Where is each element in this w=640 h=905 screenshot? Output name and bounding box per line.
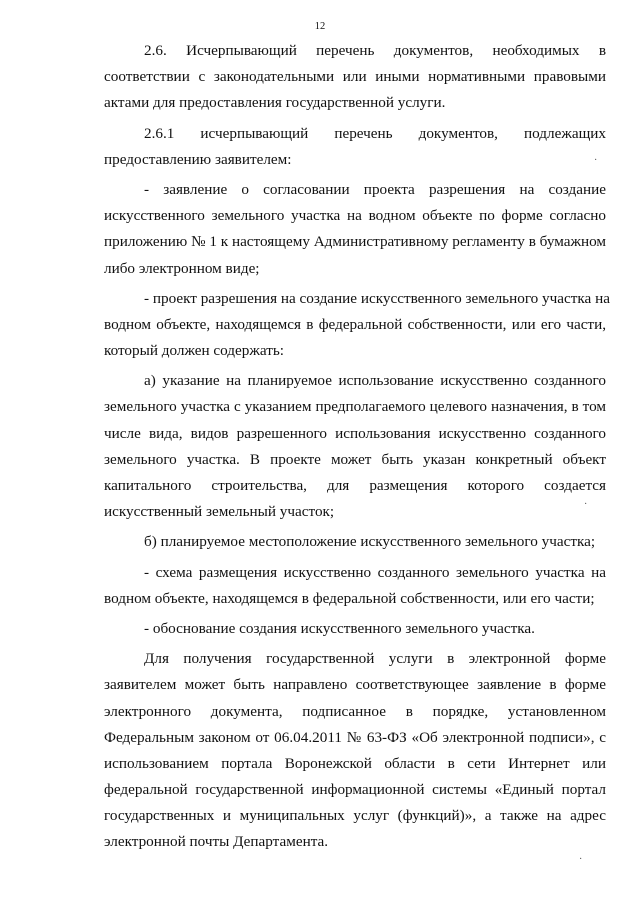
text-line: либо электронном виде; (104, 259, 260, 277)
text-line: заявителем может быть направлено соответствующее заявление в форме (104, 676, 606, 694)
text-line: электронной почты Департамента. (104, 833, 329, 851)
text-line: а) указание на планируемое использование искусственно созданного (144, 372, 606, 390)
scan-speck: · (584, 499, 588, 510)
text-line: соответствии с законодательными или иными нормативными правовыми (104, 68, 606, 86)
text-line: водном объекте, находящемся в федеральной собственности, или его части; (104, 589, 595, 607)
text-line: искусственного земельного участка на водном объекте по форме согласно (104, 207, 606, 225)
text-line: который должен содержать: (104, 342, 284, 360)
text-line: 2.6. Исчерпывающий перечень документов, необходимых в (144, 42, 606, 59)
text-line: использованием портала Воронежской области в сети Интернет или (104, 754, 606, 772)
text-line: водном объекте, находящемся в федеральной собственности, или его части, (104, 315, 606, 333)
text-line: электронного документа, подписанное в порядке, установленном (104, 702, 606, 720)
text-line: Федеральным законом от 06.04.2011 № 63-ФЗ «Об электронной подписи», с (104, 728, 606, 746)
scan-speck: · (594, 155, 598, 166)
text-line: приложению № 1 к настоящему Административному регламенту в бумажном (104, 233, 606, 251)
text-line: 2.6.1 исчерпывающий перечень документов, подлежащих (144, 124, 606, 142)
text-line: предоставлению заявителем: (104, 150, 292, 168)
text-line: - проект разрешения на создание искусственного земельного участка на (144, 289, 610, 307)
body-text (104, 38, 610, 856)
text-line: земельного участка. В проекте может быть указан конкретный объект (104, 450, 606, 468)
text-line: актами для предоставления государственной услуги. (104, 94, 446, 112)
text-line: земельного участка с указанием предполагаемого целевого назначения, в том (104, 398, 606, 416)
scan-speck: · (579, 854, 583, 865)
text-line: - заявление о согласовании проекта разрешения на создание (144, 180, 606, 198)
text-line: федеральной государственной информационной системы «Единый портал (104, 781, 606, 799)
text-line: - обоснование создания искусственного земельного участка. (144, 619, 535, 637)
text-line: капитального строительства, для размещения которого создается (104, 477, 606, 494)
text-line: - схема размещения искусственно созданного земельного участка на (144, 563, 606, 581)
text-line: числе вида, видов разрешенного использования искусственно созданного (104, 424, 606, 442)
text-line: б) планируемое местоположение искусственного земельного участка; (144, 533, 596, 551)
text-line: Для получения государственной услуги в электронной форме (144, 650, 606, 668)
text-line: государственных и муниципальных услуг (функций)», а также на адрес (104, 807, 606, 825)
text-line: искусственный земельный участок; (104, 503, 335, 521)
page-number: 12 (314, 21, 326, 32)
